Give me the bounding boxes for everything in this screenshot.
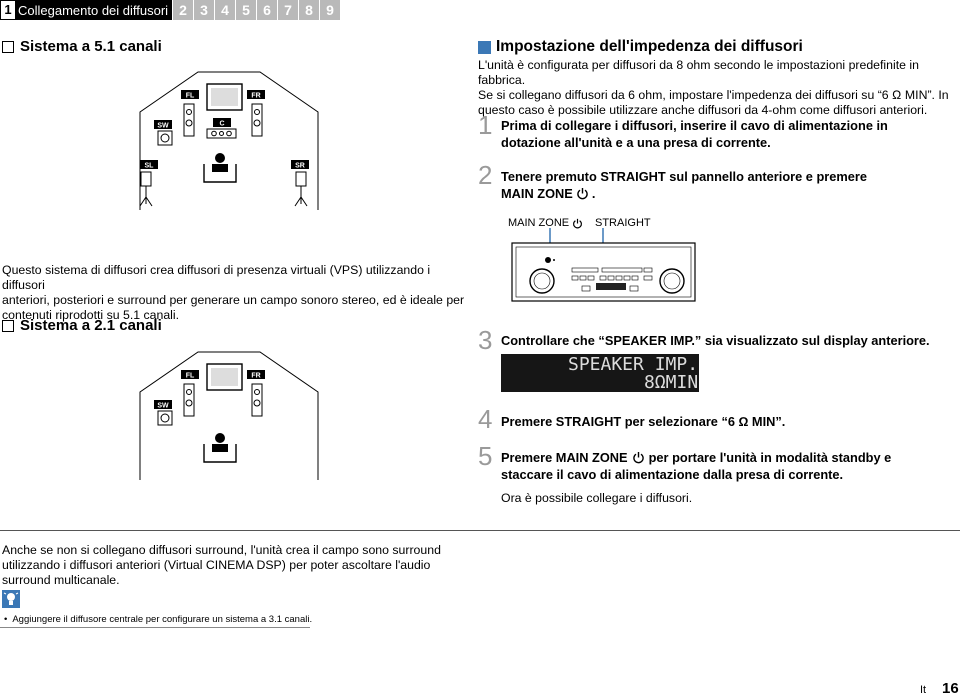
tab-4[interactable]: 4 [215, 0, 235, 20]
receiver-front-panel-diagram [510, 228, 700, 313]
callout-main-zone-label: MAIN ZONE [508, 217, 570, 229]
desc-21-line: utilizzando i diffusori anteriori (Virtual CINEMA DSP) per poter ascoltare l'audio [2, 558, 431, 572]
divider [0, 530, 960, 531]
step-2-text [501, 168, 867, 202]
step-1-text [501, 117, 888, 151]
listener-icon [204, 433, 236, 462]
step-2-period: . [591, 186, 596, 201]
step-number-2: 2 [478, 160, 493, 190]
speaker-label-sr: SR [295, 162, 305, 170]
right-intro [478, 58, 958, 118]
step-5-rest: per portare l'unità in modalità standby e [648, 450, 892, 465]
tip-lightbulb-icon [2, 590, 20, 608]
lcd-line-2: 8ΩMIN [644, 372, 699, 393]
desc-21-line: surround multicanale. [2, 573, 120, 587]
speaker-label-fl: FL [185, 92, 195, 100]
tab-3[interactable]: 3 [194, 0, 214, 20]
desc-51-line: contenuti riprodotti su 5.1 canali. [2, 308, 180, 322]
section-title-51-text: Sistema a 5.1 canali [20, 38, 162, 55]
step-2-line [501, 185, 867, 202]
tab-7[interactable]: 7 [278, 0, 298, 20]
tab-8[interactable]: 8 [299, 0, 319, 20]
subwoofer-icon [158, 411, 172, 425]
callout-straight: STRAIGHT [595, 217, 651, 229]
step-2-main-zone: MAIN ZONE [501, 186, 573, 201]
bullet: • [4, 614, 8, 625]
tab-2[interactable]: 2 [173, 0, 193, 20]
lcd-line-1: SPEAKER IMP. [568, 354, 699, 375]
speaker-sr-icon [296, 172, 306, 186]
chapter-tab-bar [0, 0, 340, 20]
step-1-line: Prima di collegare i diffusori, inserire il cavo di alimentazione in [501, 118, 888, 133]
step-2-line: Tenere premuto STRAIGHT sul pannello anteriore e premere [501, 169, 867, 184]
input-knob [530, 269, 554, 293]
intro-line: questo caso è possibile utilizzare anche diffusori da 4-ohm come diffusori anteriori. [478, 103, 928, 117]
step-1-line: dotazione all'unità e a una presa di corrente. [501, 135, 771, 150]
step-number-4: 4 [478, 404, 493, 434]
listener-icon [204, 153, 236, 182]
front-display [596, 283, 626, 290]
step-4-text: Premere STRAIGHT per selezionare “6 Ω MIN”. [501, 414, 786, 429]
step-3-text: Controllare che “SPEAKER IMP.” sia visualizzato sul display anteriore. [501, 333, 930, 348]
tab-active-number: 1 [1, 1, 15, 19]
step-5-line: staccare il cavo di alimentazione dalla presa di corrente. [501, 467, 844, 482]
speaker-label-sl: SL [144, 162, 154, 170]
power-icon [632, 451, 645, 464]
page-number: 16 [942, 680, 959, 697]
tip-divider [0, 627, 310, 628]
desc-21 [2, 543, 472, 588]
speaker-label-c: C [219, 120, 225, 128]
main-zone-button [545, 257, 551, 263]
section-title-51 [2, 38, 162, 55]
front-display-lcd [501, 354, 699, 392]
closing-text: Ora è possibile collegare i diffusori. [501, 491, 693, 505]
step-number-3: 3 [478, 325, 493, 355]
section-marker-icon [478, 41, 491, 54]
right-section-title-text: Impostazione dell'impedenza dei diffusori [496, 38, 803, 55]
power-icon [572, 218, 583, 229]
desc-51-line: Questo sistema di diffusori crea diffusori di presenza virtuali (VPS) utilizzando i diffusori [2, 263, 431, 292]
speaker-layout-21-diagram [110, 340, 350, 490]
desc-51-line: anteriori, posteriori e surround per generare un campo sonoro stereo, ed è ideale per [2, 293, 465, 307]
footer-language: It [920, 684, 927, 696]
tip-item [4, 614, 312, 625]
checkbox-icon [2, 320, 14, 332]
tab-9[interactable]: 9 [320, 0, 340, 20]
tab-6[interactable]: 6 [257, 0, 277, 20]
tab-active-label: Collegamento dei diffusori [18, 2, 169, 18]
speaker-label-fl: FL [185, 372, 195, 380]
step-5-text [501, 449, 891, 483]
subwoofer-icon [158, 131, 172, 145]
section-title-21 [2, 317, 162, 334]
tab-collegamento[interactable] [0, 0, 172, 20]
speaker-label-fr: FR [251, 372, 261, 380]
step-number-5: 5 [478, 441, 493, 471]
step-5-main-zone: Premere MAIN ZONE [501, 450, 628, 465]
step-5-line [501, 449, 891, 466]
intro-line: Se si collegano diffusori da 6 ohm, impostare l'impedenza dei diffusori su “6 Ω MIN”. In [478, 88, 949, 102]
speaker-label-fr: FR [251, 92, 261, 100]
speaker-sl-icon [141, 172, 151, 186]
tab-5[interactable]: 5 [236, 0, 256, 20]
section-title-21-text: Sistema a 2.1 canali [20, 317, 162, 334]
desc-51 [2, 263, 472, 323]
step-number-1: 1 [478, 110, 493, 140]
right-section-title [478, 38, 803, 56]
desc-21-line: Anche se non si collegano diffusori surround, l'unità crea il campo sono surround [2, 543, 441, 557]
power-icon [576, 187, 589, 200]
intro-line: L'unità è configurata per diffusori da 8 ohm secondo le impostazioni predefinite in fabbrica. [478, 58, 919, 87]
tip-text: Aggiungere il diffusore centrale per configurare un sistema a 3.1 canali. [12, 614, 313, 625]
speaker-label-sw: SW [157, 122, 169, 130]
speaker-layout-51-diagram [110, 60, 350, 230]
speaker-label-sw: SW [157, 402, 169, 410]
volume-knob [660, 269, 684, 293]
checkbox-icon [2, 41, 14, 53]
